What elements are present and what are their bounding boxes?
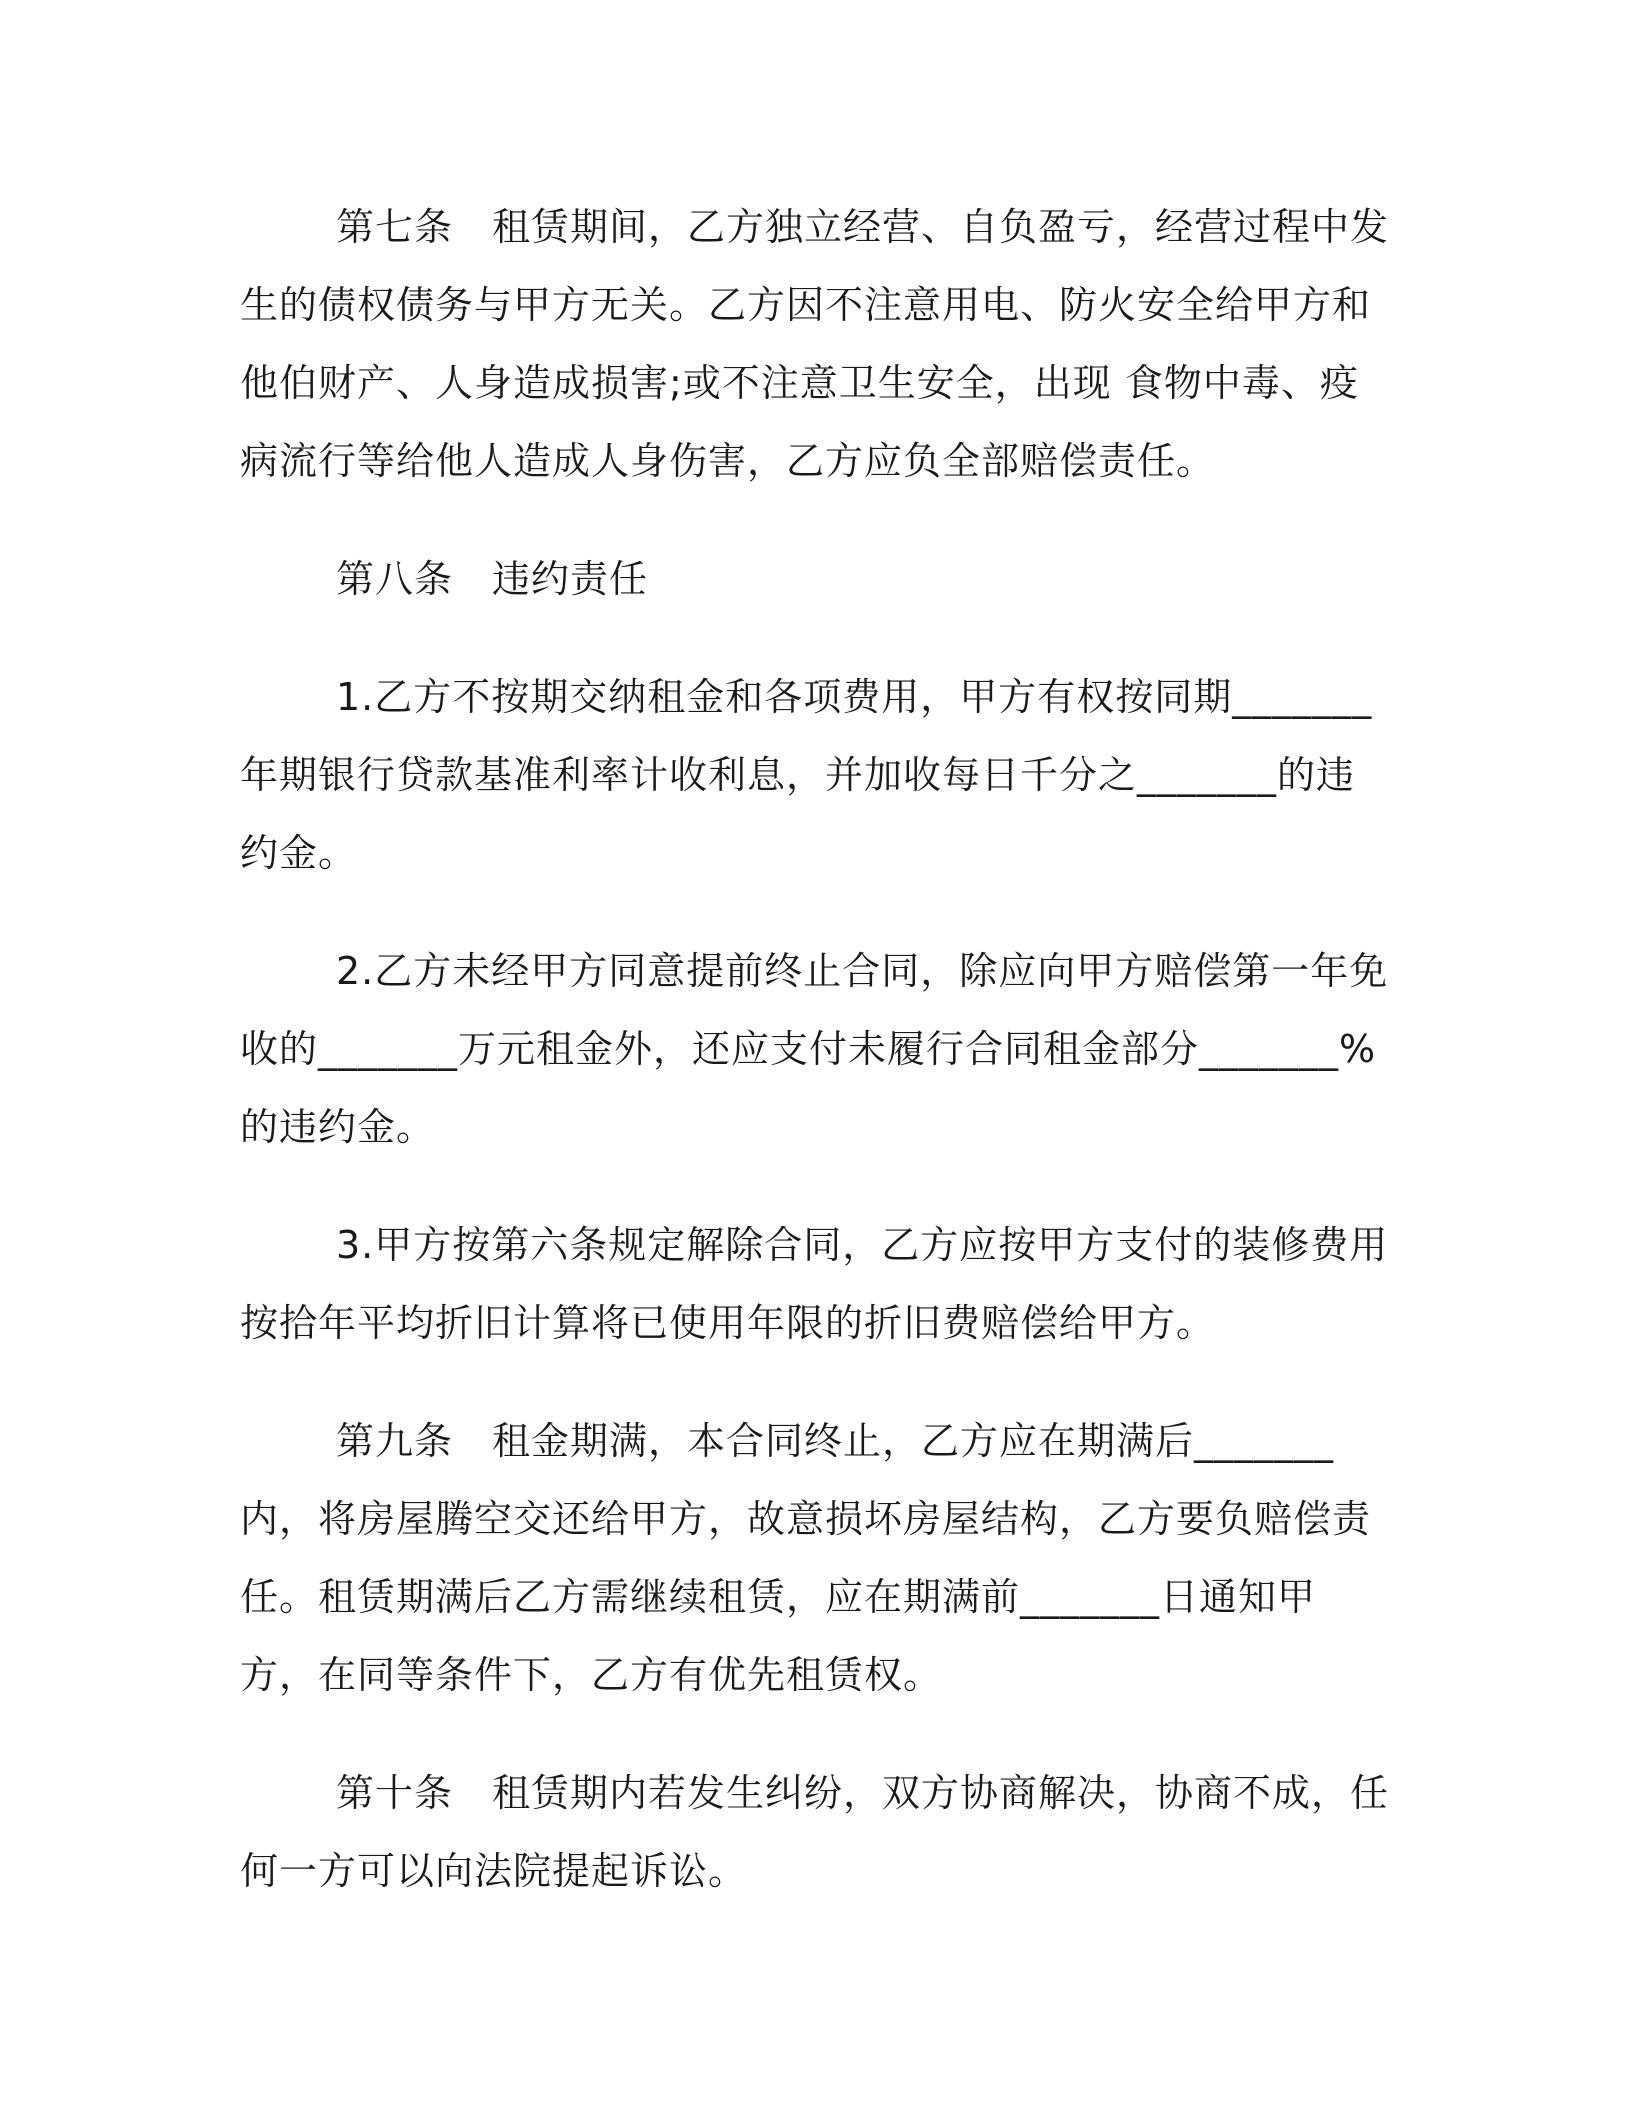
- article-8-heading: 第八条 违约责任: [336, 557, 649, 601]
- article-9-paragraph: 第九条 租金期满，本合同终止，乙方应在期满后_______内，将房屋腾空交还给甲方，故意损坏房屋结构，乙方要负赔偿责任。租赁期满后乙方需继续租赁，应在期满前_______日通知甲方，在同等条件下，乙方有优先租赁权。: [240, 1419, 1372, 1697]
- article-8-clause-1: 1.乙方不按期交纳租金和各项费用，甲方有权按同期_______年期银行贷款基准利率计收利息，并加收每日千分之_______的违约金。: [240, 675, 1373, 875]
- article-7-paragraph: 第七条 租赁期间，乙方独立经营、自负盈亏，经营过程中发生的债权债务与甲方无关。乙方因不注意用电、防火安全给甲方和他伯财产、人身造成损害;或不注意卫生安全，出现 食物中毒、疫病流行等给他人造成人身伤害，乙方应负全部赔偿责任。: [240, 205, 1390, 483]
- article-10-paragraph: 第十条 租赁期内若发生纠纷，双方协商解决，协商不成，任何一方可以向法院提起诉讼。: [240, 1771, 1390, 1893]
- article-8-clause-2: 2.乙方未经甲方同意提前终止合同，除应向甲方赔偿第一年免收的_______万元租金外，还应支付未履行合同租金部分_______%的违约金。: [240, 949, 1389, 1149]
- article-8-clause-3: 3.甲方按第六条规定解除合同，乙方应按甲方支付的装修费用按拾年平均折旧计算将已使用年限的折旧费赔偿给甲方。: [240, 1223, 1389, 1345]
- document-body: [240, 188, 1390, 1950]
